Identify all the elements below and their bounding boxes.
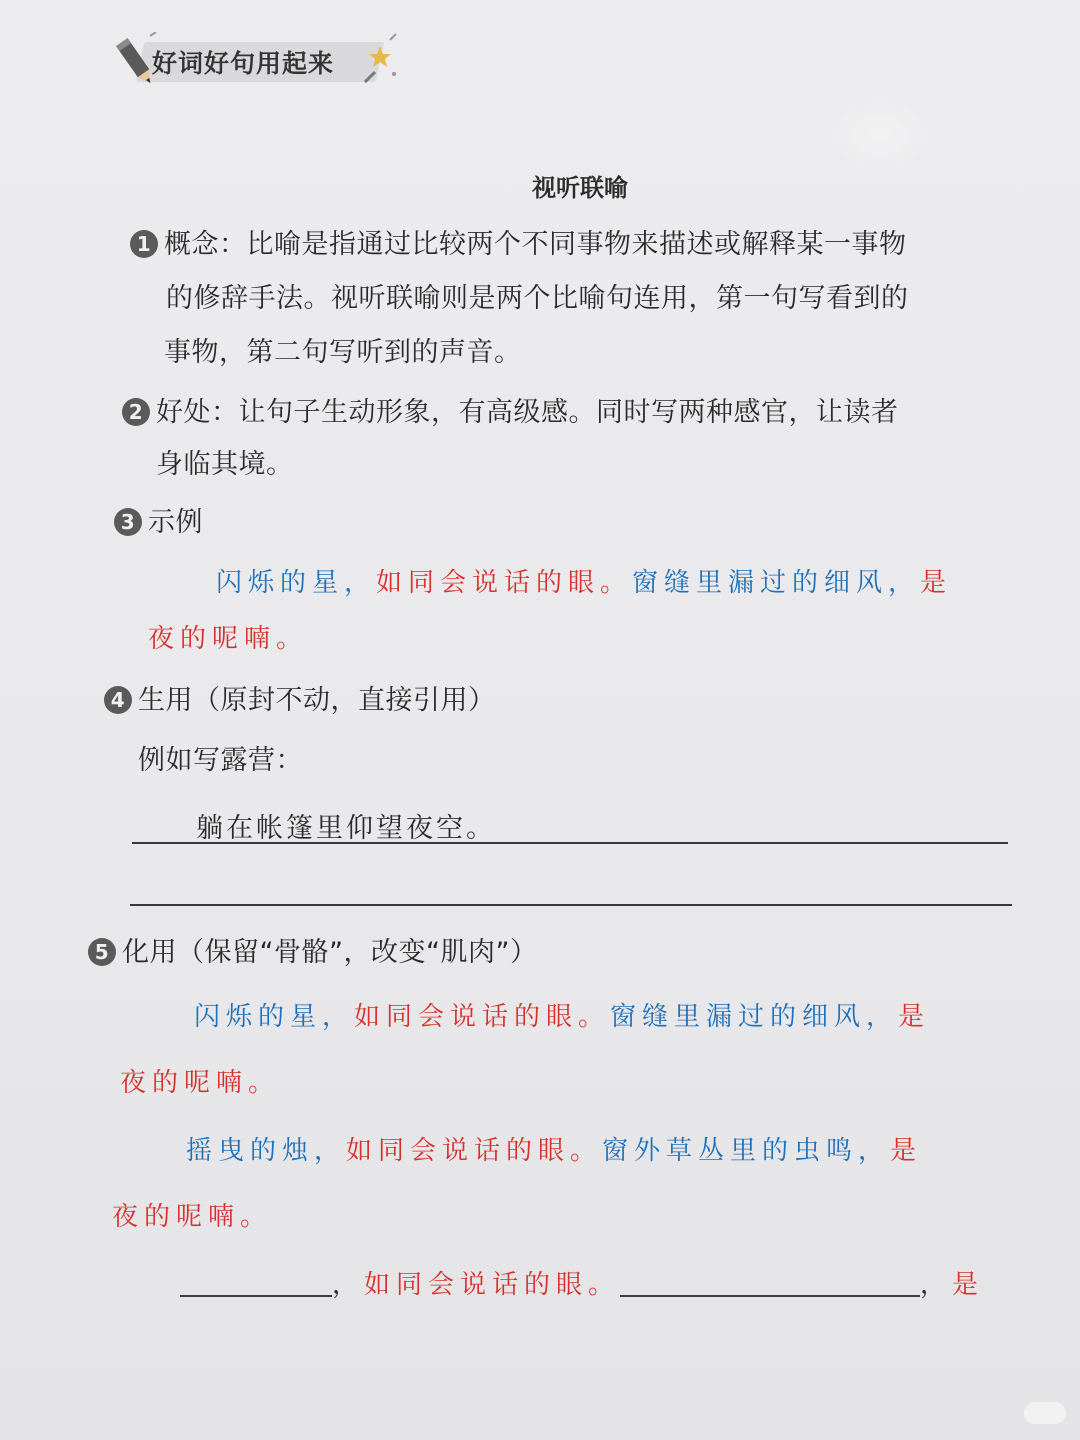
adaptive-1-audio-phrase: 窗缝里漏过的细风，: [610, 1002, 899, 1032]
number-badge-4: 4: [104, 686, 132, 714]
adaptive-2-audio-phrase: 窗外草丛里的虫鸣，: [602, 1136, 891, 1166]
sparkle-icon: [360, 32, 400, 90]
adaptive-2-audio-simile-start: 是: [890, 1136, 923, 1166]
adaptive-1-audio-simile-start: 是: [898, 1002, 931, 1032]
blank-separator-1: ，: [332, 1270, 365, 1300]
fill-blank-audio[interactable]: [620, 1273, 920, 1297]
camping-prompt: 例如写露营：: [138, 745, 303, 776]
light-glare: [820, 90, 940, 180]
adaptive-example-2-line-2: [112, 1196, 272, 1233]
concept-text-1: 概念：比喻是指通过比较两个不同事物来描述或解释某一事物: [164, 229, 907, 260]
direct-use-heading: [104, 678, 496, 717]
adaptive-1-visual-phrase: 闪烁的星，: [194, 1002, 355, 1032]
adaptive-example-1-line-1: [194, 996, 930, 1033]
adaptive-example-2-line-1: [186, 1130, 922, 1167]
adaptive-2-audio-simile-end: 夜的呢喃。: [112, 1202, 273, 1232]
adaptive-exercise-line: [180, 1264, 984, 1301]
concept-line-1: [130, 222, 907, 261]
adaptive-2-visual-phrase: 摇曳的烛，: [186, 1136, 347, 1166]
example-heading: [114, 500, 203, 539]
example-label: 示例: [148, 507, 203, 538]
example-visual-simile: 如同会说话的眼。: [376, 568, 633, 598]
handwritten-answer: 躺在帐篷里仰望夜空。: [196, 813, 496, 844]
watermark-logo: [1024, 1402, 1066, 1424]
number-badge-2: 2: [122, 398, 150, 426]
adaptive-use-label: 化用（保留“骨骼”，改变“肌肉”）: [122, 937, 538, 968]
page-heading: 视听联喻: [532, 173, 628, 202]
adaptive-use-heading: [88, 930, 537, 969]
example-audio-simile-start: 是: [920, 568, 953, 598]
adaptive-2-visual-simile: 如同会说话的眼。: [346, 1136, 603, 1166]
number-badge-5: 5: [88, 938, 116, 966]
direct-use-label: 生用（原封不动，直接引用）: [138, 685, 496, 716]
example-sentence-line-2: [148, 618, 308, 655]
benefit-line-2: 身临其境。: [156, 449, 294, 480]
example-visual-phrase: 闪烁的星，: [216, 568, 377, 598]
exercise-audio-simile-start: 是: [952, 1270, 985, 1300]
number-badge-1: 1: [130, 230, 158, 258]
adaptive-example-1-line-2: [120, 1062, 280, 1099]
concept-line-3: 事物，第二句写听到的声音。: [164, 337, 522, 368]
benefit-line-1: [122, 390, 899, 429]
adaptive-1-audio-simile-end: 夜的呢喃。: [120, 1068, 281, 1098]
concept-line-2: 的修辞手法。视听联喻则是两个比喻句连用，第一句写看到的: [166, 283, 909, 314]
example-audio-simile-end: 夜的呢喃。: [148, 624, 309, 654]
answer-line-2: [130, 904, 1012, 906]
exercise-visual-simile: 如同会说话的眼。: [364, 1270, 621, 1300]
number-badge-3: 3: [114, 508, 142, 536]
banner-title: 好词好句用起来: [152, 49, 335, 78]
benefit-text-1: 好处：让句子生动形象，有高级感。同时写两种感官，让读者: [156, 397, 899, 428]
answer-line-1: [132, 842, 1008, 844]
example-audio-phrase: 窗缝里漏过的细风，: [632, 568, 921, 598]
example-sentence-line-1: [216, 562, 952, 599]
adaptive-1-visual-simile: 如同会说话的眼。: [354, 1002, 611, 1032]
section-banner: [110, 32, 400, 90]
fill-blank-visual[interactable]: [180, 1273, 332, 1297]
blank-separator-2: ，: [920, 1270, 953, 1300]
